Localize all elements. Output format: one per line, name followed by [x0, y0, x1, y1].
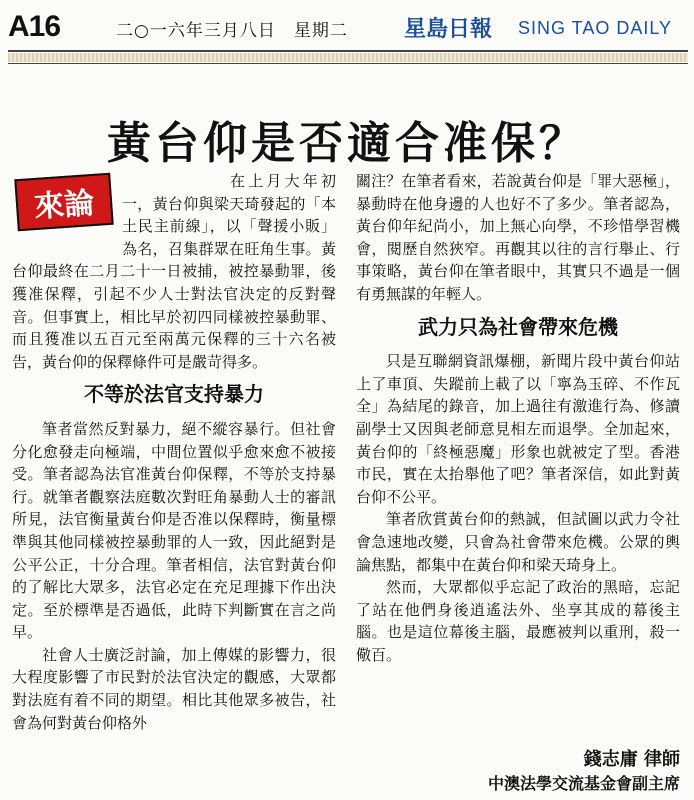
subheading: 不等於法官支持暴力 — [84, 382, 264, 407]
paragraph: 筆者當然反對暴力，絕不縱容暴行。但社會分化愈發走向極端，中間位置似乎愈來愈不被接受。筆者認為法官准黃台仰保釋，不等於支持暴行。就筆者觀察法庭數次對旺角暴動人士的審訊所見，法官衡量黃台仰是否准以保釋時，衡量標準與其他同樣被控暴動罪的人一致，因此絕對是公平公正，十分合理。筆者相信，法官對黃台仰的了解比大眾多，法官必定在充足理據下作出決定。至於標準是否過低，此時下判斷實在言之尚早。 — [12, 419, 336, 642]
article-headline: 黃台仰是否適合准保？ — [107, 118, 587, 170]
header-band — [8, 53, 688, 62]
author-byline — [488, 748, 680, 796]
column-badge: 來論 — [14, 173, 113, 232]
article-column-left — [12, 170, 336, 750]
paragraph: 社會人士廣泛討論，加上傳媒的影響力，很大程度影響了市民對於法官決定的觀感，大眾都對法庭有着不同的期望。相比其他眾多被告，社會為何對黃台仰格外 — [12, 645, 336, 732]
newspaper-logo: 星島日報 — [404, 17, 493, 42]
author-name: 錢志庸 律師 — [583, 749, 680, 770]
paragraph: 關注？在筆者看來，若說黃台仰是「罪大惡極」，暴動時在他身邊的人也好不了多少。筆者認為，黃台仰年紀尚小，加上無心向學，不珍惜學習機會，閱歷自然狹窄。再觀其以往的言行舉止、行事策略，黃台仰在筆者眼中，其實只不過是一個有勇無謀的年輕人。 — [356, 172, 680, 303]
page-number: A16 — [8, 10, 61, 43]
author-title: 中澳法學交流基金會副主席 — [487, 774, 680, 793]
paragraph: 只是互聯網資訊爆棚，新聞片段中黃台仰站上了車頂、失蹤前上載了以「寧為玉碎、不作瓦全」為結尾的錄音，加上過往有激進行為、修讀副學士又因與老師意見相左而退學。全加起來，黃台仰的「終極惡魔」形象也就被定了型。香港市民，實在太抬舉他了吧？筆者深信，如此對黃台仰不公平。 — [356, 352, 680, 506]
publication-date: 二○一六年三月八日 星期二 — [116, 21, 348, 41]
paragraph: 筆者欣賞黃台仰的熱誠，但試圖以武力令社會急速地改變，只會為社會帶來危機。公眾的輿論焦點，都集中在黃台仰和梁天琦身上。 — [356, 510, 680, 574]
header-rule-top — [8, 50, 688, 52]
paragraph: 然而，大眾都似乎忘記了政治的黑暗，忘記了站在他們身後逍遙法外、坐享其成的幕後主腦。也是這位幕後主腦，最應被判以重刑，殺一儆百。 — [356, 578, 680, 664]
page-header — [8, 4, 688, 48]
header-rule-bottom — [8, 63, 688, 64]
newspaper-name-en: SING TAO DAILY — [518, 18, 673, 38]
subheading: 武力只為社會帶來危機 — [418, 314, 618, 339]
paragraph: 在上月大年初一，黃台仰與梁天琦發起的「本土民主前線」，以「聲援小販」為名，召集群眾在旺角生事。黃台仰最終在二月二十一日被捕，被控暴動罪，後獲准保釋，引起不少人士對法官決定的反對聲音。但事實上，相比早於初四同樣被控暴動罪、而且獲准以五百元至兩萬元保釋的三十六名被告，黃台仰的保釋條件可是嚴苛得多。 — [12, 172, 336, 371]
article-column-right — [356, 170, 680, 750]
